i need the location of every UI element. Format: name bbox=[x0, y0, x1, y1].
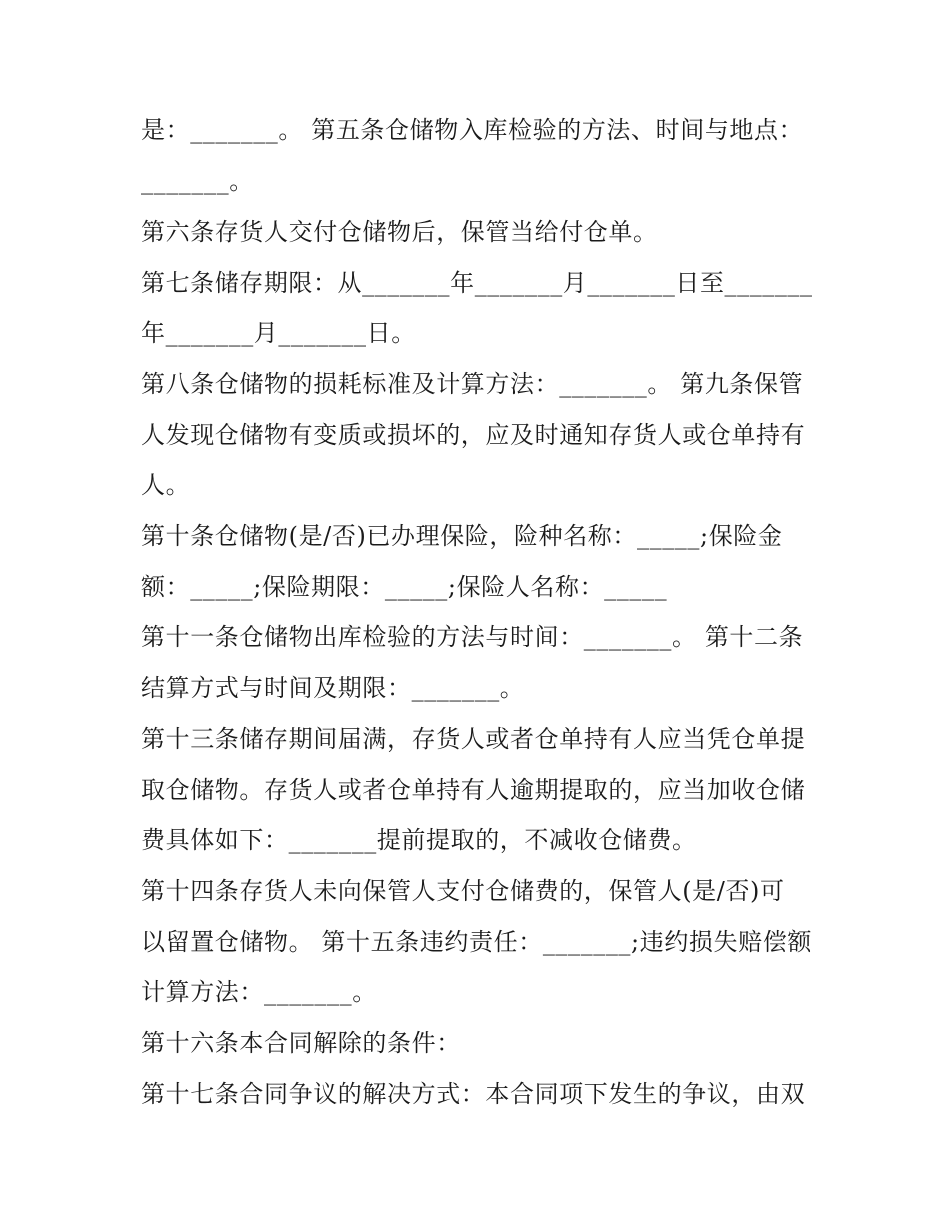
text-line: 第十四条存货人未向保管人支付仓储费的，保管人(是/否)可 bbox=[141, 877, 785, 905]
text-line: 是：_______。 第五条仓储物入库检验的方法、时间与地点： bbox=[141, 116, 804, 144]
text-line: 第十条仓储物(是/否)已办理保险，险种名称：_____;保险金 bbox=[141, 522, 783, 550]
text-line: 人。 bbox=[141, 471, 191, 499]
text-line: _______。 bbox=[141, 167, 254, 195]
text-line: 年_______月_______日。 bbox=[141, 319, 416, 347]
text-line: 取仓储物。存货人或者仓单持有人逾期提取的，应当加收仓储 bbox=[141, 776, 806, 804]
text-line: 费具体如下：_______提前提取的，不减收仓储费。 bbox=[141, 826, 697, 854]
text-line: 人发现仓储物有变质或损坏的，应及时通知存货人或仓单持有 bbox=[141, 421, 806, 449]
text-line: 计算方法：_______。 bbox=[141, 978, 377, 1006]
text-line: 第十一条仓储物出库检验的方法与时间：_______。 第十二条 bbox=[141, 623, 804, 651]
text-line: 第八条仓储物的损耗标准及计算方法：_______。 第九条保管 bbox=[141, 370, 804, 398]
text-line: 第十七条合同争议的解决方式：本合同项下发生的争议，由双 bbox=[141, 1080, 806, 1108]
text-line: 第六条存货人交付仓储物后，保管当给付仓单。 bbox=[141, 218, 658, 246]
text-line: 额：_____;保险期限：_____;保险人名称：_____ bbox=[141, 573, 668, 601]
text-line: 第七条储存期限：从_______年_______月_______日至_______ bbox=[141, 269, 813, 297]
text-line: 第十六条本合同解除的条件： bbox=[141, 1029, 461, 1057]
text-line: 以留置仓储物。 第十五条违约责任：_______;违约损失赔偿额 bbox=[141, 928, 812, 956]
text-line: 第十三条储存期间届满，存货人或者仓单持有人应当凭仓单提 bbox=[141, 725, 806, 753]
text-line: 结算方式与时间及期限：_______。 bbox=[141, 674, 525, 702]
